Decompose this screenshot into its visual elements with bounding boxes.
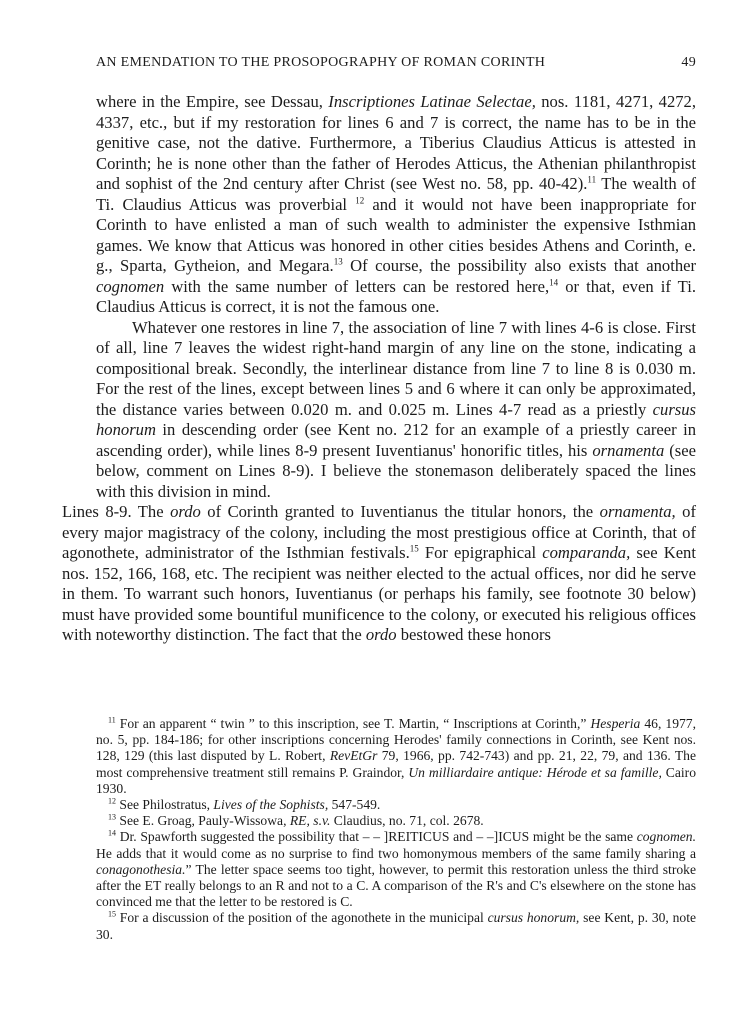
italic-title: Hesperia xyxy=(590,716,641,731)
italic-term: cursus honorum, xyxy=(487,910,580,926)
footnote-13 xyxy=(96,813,696,829)
running-title: AN EMENDATION TO THE PROSOPOGRAPHY OF ROMAN CORINTH xyxy=(96,55,546,70)
italic-title: Un milliardaire antique: Hérode et sa famille, xyxy=(408,764,662,780)
footnote-ref-12[interactable]: 12 xyxy=(355,194,365,205)
running-header xyxy=(96,55,696,79)
text-run: in descending order (see Kent no. 212 for an example of a priestly career in ascending order), while lines 8-9 present Iuventianus' honorific titles, his xyxy=(96,420,696,460)
italic-term: comparanda, xyxy=(542,543,631,562)
italic-term: ornamenta xyxy=(592,440,665,460)
main-text xyxy=(62,92,697,646)
italic-title: RE, s.v. xyxy=(289,813,331,829)
text-run: Claudius, no. 71, col. 2678. xyxy=(330,813,484,829)
text-run: For a discussion of the position of the agonothete in the municipal xyxy=(116,910,488,926)
text-run: see Kent, p. 30, note 30. xyxy=(96,910,697,942)
text-run: See Philostratus, xyxy=(116,797,214,813)
page-number: 49 xyxy=(681,55,696,70)
footnote-14 xyxy=(96,829,696,910)
text-run: with the same number of letters can be restored here, xyxy=(164,276,550,296)
footnote-11 xyxy=(96,716,696,797)
text-run: For epigraphical xyxy=(418,543,543,562)
paragraph-3 xyxy=(62,502,696,646)
text-run: or that, even if Ti. Claudius Atticus is correct, it is not the famous one. xyxy=(96,276,696,316)
italic-term: conagonothesia. xyxy=(96,861,186,877)
footnote-12 xyxy=(96,797,696,813)
footnote-number: 12 xyxy=(108,796,116,806)
italic-term: ordo xyxy=(170,502,201,521)
text-run: Lines 8-9. The xyxy=(62,502,171,521)
italic-title: Lives of the Sophists, xyxy=(213,797,329,813)
italic-term: cognomen. xyxy=(636,829,696,845)
italic-term: cursus honorum xyxy=(96,399,696,439)
text-run: (see below, comment on Lines 8-9). I believe the stonemason deliberately spaced the lines with this division in mind. xyxy=(96,440,696,501)
text-run: where in the Empire, see Dessau, xyxy=(96,92,329,111)
text-run: see Kent nos. 152, 166, 168, etc. The recipient was neither elected to the actual offices, nor did he serve in them. To warrant such honors, Iuventianus (or perhaps his family, see footnote 30 below) must have provided some bountiful munificence to the colony, or executed his religious offices with noteworthy distinction. The fact that the xyxy=(62,543,696,644)
text-run: Whatever one restores in line 7, the association of line 7 with lines 4-6 is close. First of all, line 7 leaves the widest right-hand margin of any line on the stone, indicating a compositional break. Secondly, the interlinear distance from line 7 to line 8 is 0.030 m. For the rest of the lines, except between lines 5 and 6 where it can only be approximated, the distance varies between 0.020 m. and 0.025 m. Lines 4-7 read as a priestly xyxy=(96,317,696,419)
text-run: and it would not have been inappropriate for Corinth to have enlisted a man of such wealth to administer the expensive Isthmian games. We know that Atticus was honored in other cities besides Athens and Corinth, e. g., Sparta, Gytheion, and Megara. xyxy=(96,194,696,275)
text-run: bestowed these honors xyxy=(396,625,551,644)
text-run: He adds that it would come as no surprise to find two homonymous members of the same family sharing a xyxy=(96,845,696,861)
italic-title: Inscriptiones Latinae Selectae, xyxy=(328,92,536,111)
text-run: See E. Groag, Pauly-Wissowa, xyxy=(116,813,290,829)
text-run: of Corinth granted to Iuventianus the titular honors, the xyxy=(200,502,600,521)
footnote-ref-13[interactable]: 13 xyxy=(333,256,343,267)
footnote-number: 14 xyxy=(108,828,116,838)
text-run: Dr. Spawforth suggested the possibility that – – ]REITICUS and – –]ICUS might be the same xyxy=(116,829,637,845)
footnote-number: 13 xyxy=(108,812,116,822)
text-run: 46, 1977, no. 5, pp. 184-186; for other inscriptions concerning Herodes' family connections in Corinth, see Kent nos. 128, 129 (this last disputed by L. Robert, xyxy=(96,716,696,764)
italic-term: cognomen xyxy=(96,276,165,296)
text-run: of every major magistracy of the colony, including the most prestigious office at Corinth, that of agonothete, administrator of the Isthmian festivals. xyxy=(62,502,696,562)
footnote-15 xyxy=(96,910,696,942)
italic-title: RevEtGr xyxy=(329,748,378,764)
text-run: nos. 1181, 4271, 4272, 4337, etc., but if my restoration for lines 6 and 7 is correct, the name has to be in the genitive case, not the dative. Furthermore, a Tiberius Claudius Atticus is attested in Corinth; he is none other than the father of Herodes Atticus, the Athenian philanthropist and sophist of the 2nd century after Christ (see West no. 58, pp. 40-42). xyxy=(96,92,697,193)
footnote-ref-11[interactable]: 11 xyxy=(587,174,597,185)
text-run: The wealth of Ti. Claudius Atticus was proverbial xyxy=(96,174,696,214)
footnotes xyxy=(96,716,696,943)
text-run: 547-549. xyxy=(328,797,381,813)
text-run: Of course, the possibility also exists that another xyxy=(342,256,697,275)
text-run: Cairo 1930. xyxy=(96,764,696,796)
paragraph-2 xyxy=(96,318,696,503)
text-run: ” The letter space seems too tight, however, to permit this restoration unless the third stroke after the ET really belongs to an R and not to a C. A comparison of the R's and C's elsewhere on the stone has convinced me that the letter to be restored is C. xyxy=(96,861,696,910)
footnote-number: 11 xyxy=(108,715,116,725)
text-run: 79, 1966, pp. 742-743) and pp. 21, 22, 79, and 136. The most comprehensive treatment still remains P. Graindor, xyxy=(96,748,696,780)
italic-term: ornamenta, xyxy=(599,502,676,521)
text-run: For an apparent “ twin ” to this inscription, see T. Martin, “ Inscriptions at Corinth,” xyxy=(115,716,591,731)
paragraph-1 xyxy=(96,92,696,318)
italic-term: ordo xyxy=(365,625,397,644)
footnote-ref-15[interactable]: 15 xyxy=(409,543,419,554)
footnote-ref-14[interactable]: 14 xyxy=(549,276,559,287)
footnote-number: 15 xyxy=(108,909,116,919)
